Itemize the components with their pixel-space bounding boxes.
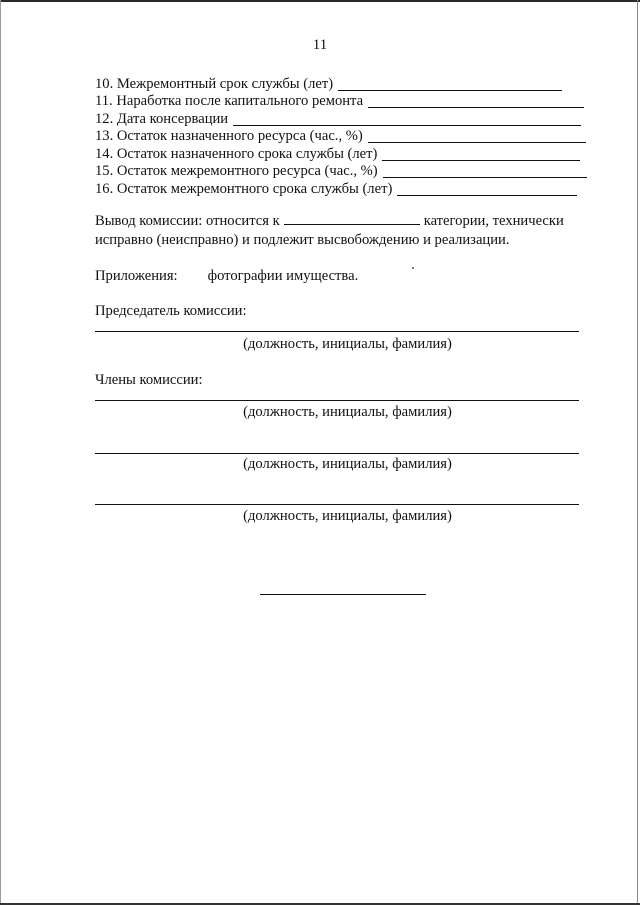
scan-edge-top: [0, 0, 640, 2]
form-items: [95, 75, 595, 198]
fill-in-line: [397, 183, 577, 196]
members-heading: Члены комиссии:: [95, 372, 203, 388]
member-signature-line-1: [95, 400, 579, 401]
form-item-label: 10. Межремонтный срок службы (лет): [95, 75, 334, 92]
member-caption-1: [0, 404, 640, 421]
member-caption-3: [0, 508, 640, 525]
member-caption-text: (должность, инициалы, фамилия): [243, 456, 452, 472]
form-item-label: 13. Остаток назначенного ресурса (час., %): [95, 128, 363, 144]
fill-in-line: [368, 130, 586, 143]
conclusion-line2: исправно (неисправно) и подлежит высвобождению и реализации.: [95, 232, 510, 248]
conclusion-prefix: Вывод комиссии: относится к: [95, 213, 280, 229]
chairman-heading: Председатель комиссии:: [95, 303, 247, 319]
form-item-11: [95, 93, 595, 111]
form-item-label: 14. Остаток назначенного срока службы (лет): [95, 145, 378, 162]
form-item-14: [95, 145, 595, 163]
chairman-signature-line: [95, 331, 579, 332]
member-caption-text: (должность, инициалы, фамилия): [243, 404, 452, 420]
form-item-label: 16. Остаток межремонтного срока службы (лет): [95, 180, 393, 197]
fill-in-line: [233, 113, 581, 126]
appendix-label: Приложения:: [95, 268, 178, 284]
scan-speck: [412, 267, 414, 269]
fill-in-line: [368, 95, 584, 108]
fill-in-line: [383, 165, 587, 178]
fill-in-line: [338, 78, 562, 91]
form-item-10: [95, 75, 595, 93]
form-item-16: [95, 180, 595, 198]
member-caption-text: (должность, инициалы, фамилия): [243, 508, 452, 524]
form-item-15: [95, 163, 595, 181]
form-item-label: 15. Остаток межремонтного ресурса (час., %): [95, 163, 378, 179]
chairman-caption: [0, 336, 640, 353]
form-item-13: [95, 128, 595, 146]
appendix-value: фотографии имущества.: [207, 268, 359, 284]
fill-in-line: [382, 148, 580, 161]
conclusion-suffix: категории, технически: [423, 213, 564, 229]
category-blank: [284, 212, 420, 225]
form-item-12: [95, 110, 595, 128]
member-caption-2: [0, 456, 640, 473]
form-item-label: 12. Дата консервации: [95, 110, 229, 127]
page-number: 11: [312, 37, 328, 53]
form-item-label: 11. Наработка после капитального ремонта: [95, 93, 364, 109]
scan-edge-right: [637, 0, 638, 905]
chairman-caption-text: (должность, инициалы, фамилия): [243, 336, 452, 352]
end-of-document-rule: [260, 594, 426, 595]
member-signature-line-2: [95, 453, 579, 454]
appendix: [95, 268, 358, 285]
scan-edge-left: [0, 0, 1, 905]
member-signature-line-3: [95, 504, 579, 505]
commission-conclusion: [95, 212, 595, 250]
